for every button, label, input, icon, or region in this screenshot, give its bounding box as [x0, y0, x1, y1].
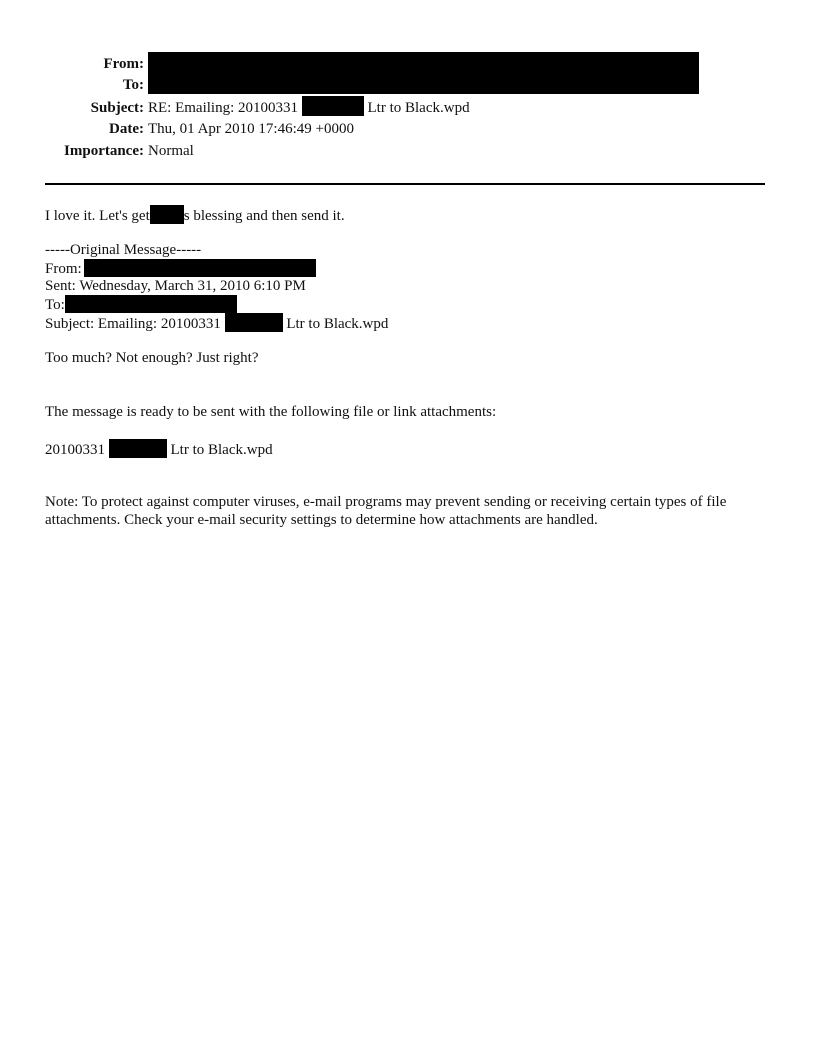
- redacted-orig-to: [65, 295, 237, 313]
- header-importance-row: [0, 140, 194, 162]
- question-line: Too much? Not enough? Just right?: [45, 350, 259, 366]
- attachment-suffix: Ltr to Black.wpd: [170, 442, 273, 458]
- orig-sent-line: Sent: Wednesday, March 31, 2010 6:10 PM: [45, 278, 306, 294]
- redacted-orig-from: [84, 259, 316, 277]
- subject-prefix: RE: Emailing: 20100331: [148, 100, 298, 116]
- redacted-subject: [302, 96, 364, 116]
- reply-text-start: I love it. Let's get: [45, 208, 150, 224]
- to-label: To:: [122, 77, 144, 93]
- header-from-row: [0, 52, 699, 74]
- original-message-marker: -----Original Message-----: [45, 242, 202, 258]
- orig-to-label: To:: [45, 297, 65, 313]
- header-to-row: [0, 74, 699, 96]
- orig-from-label: From:: [45, 261, 82, 277]
- subject-suffix: Ltr to Black.wpd: [367, 100, 470, 116]
- redacted-orig-subject: [225, 313, 283, 332]
- header-date-row: [0, 118, 354, 140]
- virus-note: Note: To protect against computer viruses, e-mail programs may prevent sending or receiving certain types of file attachments. Check your e-mail security settings to determine how attachments are handled.: [45, 494, 727, 528]
- orig-subject-suffix: Ltr to Black.wpd: [286, 316, 389, 332]
- redacted-attachment: [109, 439, 167, 458]
- orig-from-line: [45, 259, 316, 277]
- redacted-to: [148, 74, 699, 94]
- header-divider: [45, 183, 765, 185]
- redacted-name: [150, 205, 184, 224]
- importance-value: Normal: [148, 143, 194, 159]
- date-value: Thu, 01 Apr 2010 17:46:49 +0000: [148, 121, 354, 137]
- ready-line: The message is ready to be sent with the following file or link attachments:: [45, 404, 497, 420]
- reply-line: [45, 205, 345, 223]
- header-subject-row: [0, 96, 470, 118]
- reply-text-end: s blessing and then send it.: [183, 208, 345, 224]
- from-label: From:: [103, 56, 144, 72]
- redacted-from: [148, 52, 699, 74]
- orig-subject-prefix: Subject: Emailing: 20100331: [45, 316, 221, 332]
- subject-label: Subject:: [90, 100, 144, 116]
- date-label: Date:: [109, 121, 144, 137]
- importance-label: Importance:: [64, 143, 144, 159]
- attachment-prefix: 20100331: [45, 442, 105, 458]
- attachment-line: [45, 439, 273, 457]
- orig-subject-line: [45, 313, 388, 331]
- orig-to-line: [45, 295, 237, 313]
